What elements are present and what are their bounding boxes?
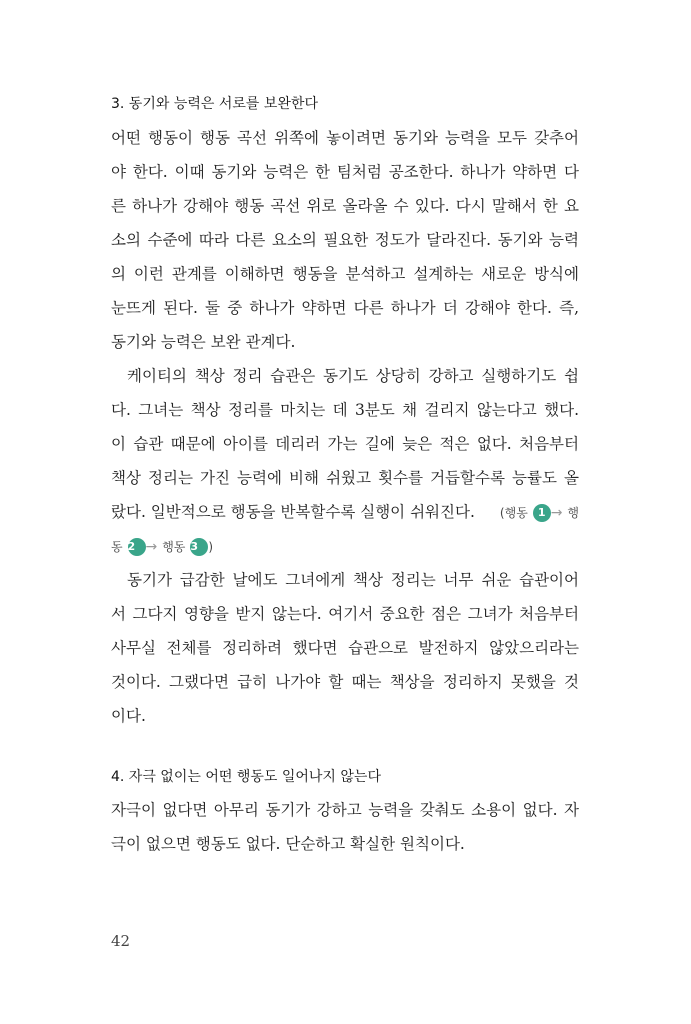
flow-label: 행동 xyxy=(162,540,186,554)
flow-label: 행 xyxy=(567,506,579,520)
text-line: 서 그다지 영향을 받지 않는다. 여기서 중요한 점은 그녀가 처음부터 xyxy=(111,605,579,623)
text-line: 동기가 급감한 날에도 그녀에게 책상 정리는 너무 쉬운 습관이어 xyxy=(127,571,579,589)
text-line: 사무실 전체를 정리하려 했다면 습관으로 발전하지 않았으리라는 xyxy=(111,639,579,657)
text-line: 동기와 능력은 보완 관계다. xyxy=(111,333,296,351)
text-line: 소의 수준에 따라 다른 요소의 필요한 정도가 달라진다. 동기와 능력 xyxy=(111,231,579,249)
paragraph xyxy=(111,359,579,563)
section-heading-4: 4. 자극 없이는 어떤 행동도 일어나지 않는다 xyxy=(111,769,381,785)
text-line: 어떤 행동이 행동 곡선 위쪽에 놓이려면 동기와 능력을 모두 갖추어 xyxy=(111,129,579,147)
text-line xyxy=(111,495,579,529)
arrow-right-icon: → xyxy=(145,539,158,555)
text-line: 다. 그녀는 책상 정리를 마치는 데 3분도 채 걸리지 않는다고 했다. xyxy=(111,401,579,419)
step-badge-3: 3 xyxy=(190,538,208,556)
paragraph xyxy=(111,793,579,861)
page-number: 42 xyxy=(111,932,131,950)
text-line: 것이다. 그랬다면 급히 나가야 할 때는 책상을 정리하지 못했을 것 xyxy=(111,673,579,691)
flow-label: 동 xyxy=(111,540,123,554)
behavior-flow xyxy=(111,529,579,563)
text-line: 의 이런 관계를 이해하면 행동을 분석하고 설계하는 새로운 방식에 xyxy=(111,265,579,283)
text-line: 자극이 없다면 아무리 동기가 강하고 능력을 갖춰도 소용이 없다. 자 xyxy=(111,801,579,819)
text-line: 른 하나가 강해야 행동 곡선 위로 올라올 수 있다. 다시 말해서 한 요 xyxy=(111,197,579,215)
text-line: 야 한다. 이때 동기와 능력은 한 팀처럼 공조한다. 하나가 약하면 다 xyxy=(111,163,579,181)
text-line: 이 습관 때문에 아이를 데리러 가는 길에 늦은 적은 없다. 처음부터 xyxy=(111,435,579,453)
behavior-flow-start xyxy=(500,495,579,529)
text-line: 책상 정리는 가진 능력에 비해 쉬웠고 횟수를 거듭할수록 능률도 올 xyxy=(111,469,579,487)
paragraph xyxy=(111,563,579,733)
step-badge-2: 2 xyxy=(128,538,146,556)
flow-label: ) xyxy=(208,540,214,554)
step-badge-1: 1 xyxy=(533,504,551,522)
page-body xyxy=(111,87,579,861)
text-line: 극이 없으면 행동도 없다. 단순하고 확실한 원칙이다. xyxy=(111,835,465,853)
text-segment: 랐다. 일반적으로 행동을 반복할수록 실행이 쉬워진다. xyxy=(111,503,475,521)
paragraph xyxy=(111,121,579,359)
text-line: 이다. xyxy=(111,707,146,725)
text-line: 케이티의 책상 정리 습관은 동기도 상당히 강하고 실행하기도 쉽 xyxy=(127,367,579,385)
section-heading-3: 3. 동기와 능력은 서로를 보완한다 xyxy=(111,96,318,112)
text-line: 눈뜨게 된다. 둘 중 하나가 약하면 다른 하나가 더 강해야 한다. 즉, xyxy=(111,299,579,317)
flow-label: (행동 xyxy=(499,506,528,520)
arrow-right-icon: → xyxy=(550,505,563,521)
